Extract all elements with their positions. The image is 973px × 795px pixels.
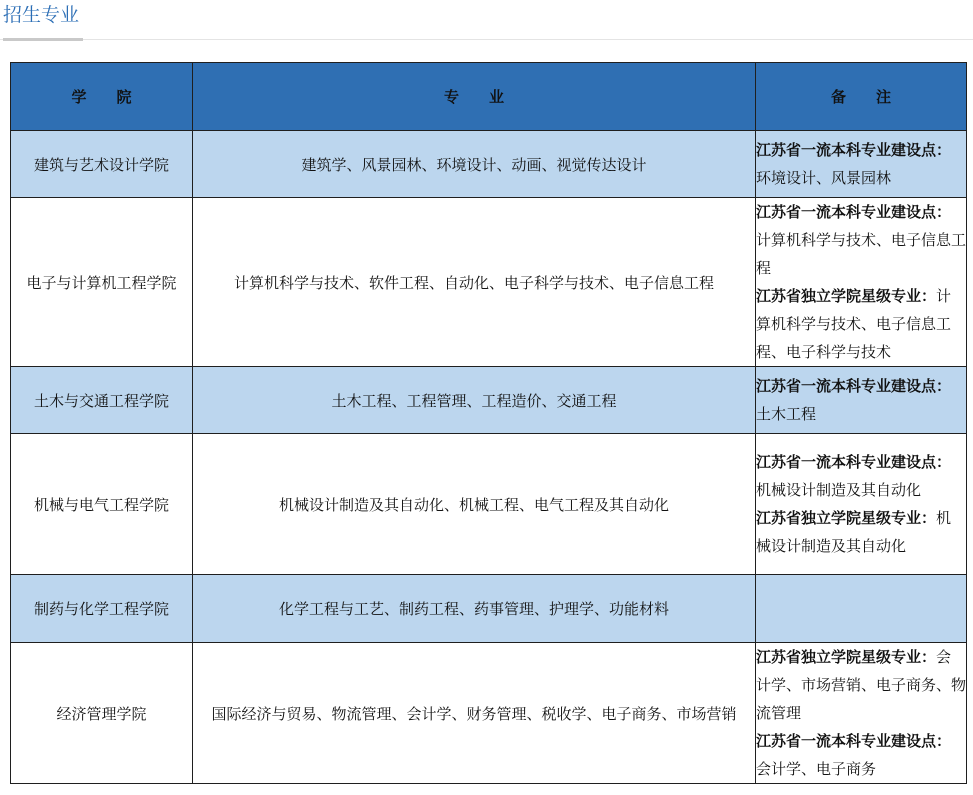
college-cell: 经济管理学院 xyxy=(11,643,193,784)
majors-table xyxy=(10,62,967,784)
college-cell: 制药与化学工程学院 xyxy=(11,575,193,643)
table-row xyxy=(11,198,967,367)
header-college: 学 院 xyxy=(11,63,193,131)
note-text: 会计学、电子商务 xyxy=(756,760,877,778)
majors-cell: 机械设计制造及其自动化、机械工程、电气工程及其自动化 xyxy=(193,434,756,575)
note-text: 机械设计制造及其自动化 xyxy=(756,481,922,499)
header-note: 备 注 xyxy=(756,63,967,131)
note-label: 江苏省一流本科专业建设点： xyxy=(756,453,952,471)
note-entry xyxy=(756,727,966,783)
majors-cell: 化学工程与工艺、制药工程、药事管理、护理学、功能材料 xyxy=(193,575,756,643)
note-text: 土木工程 xyxy=(756,405,817,423)
note-text: 计算机科学与技术、电子信息工程 xyxy=(756,231,967,277)
note-label: 江苏省独立学院星级专业： xyxy=(756,648,937,666)
table-row xyxy=(11,131,967,198)
majors-cell: 土木工程、工程管理、工程造价、交通工程 xyxy=(193,367,756,434)
college-cell: 土木与交通工程学院 xyxy=(11,367,193,434)
note-cell xyxy=(756,643,967,784)
note-label: 江苏省一流本科专业建设点： xyxy=(756,141,952,159)
table-body xyxy=(11,131,967,784)
table-row xyxy=(11,575,967,643)
note-cell xyxy=(756,131,967,198)
note-entry xyxy=(756,282,966,366)
college-cell: 机械与电气工程学院 xyxy=(11,434,193,575)
title-divider xyxy=(0,39,973,40)
majors-cell: 建筑学、风景园林、环境设计、动画、视觉传达设计 xyxy=(193,131,756,198)
header-major: 专 业 xyxy=(193,63,756,131)
table-row xyxy=(11,643,967,784)
note-cell xyxy=(756,434,967,575)
note-text: 计算机科学与技术、电子信息工程、电子科学与技术 xyxy=(756,287,952,361)
note-entry xyxy=(756,372,966,428)
table-header-row xyxy=(11,63,967,131)
majors-cell: 国际经济与贸易、物流管理、会计学、财务管理、税收学、电子商务、市场营销 xyxy=(193,643,756,784)
note-cell xyxy=(756,575,967,643)
note-text: 会计学、市场营销、电子商务、物流管理 xyxy=(756,648,967,722)
note-label: 江苏省一流本科专业建设点： xyxy=(756,203,952,221)
note-label: 江苏省独立学院星级专业： xyxy=(756,287,937,305)
note-entry xyxy=(756,198,966,282)
note-label: 江苏省独立学院星级专业： xyxy=(756,509,937,527)
page-title: 招生专业 xyxy=(3,4,80,26)
note-entry xyxy=(756,504,966,560)
table-row xyxy=(11,367,967,434)
table-row xyxy=(11,434,967,575)
note-label: 江苏省一流本科专业建设点： xyxy=(756,732,952,750)
college-cell: 电子与计算机工程学院 xyxy=(11,198,193,367)
note-label: 江苏省一流本科专业建设点： xyxy=(756,377,952,395)
note-entry xyxy=(756,643,966,727)
note-text: 机械设计制造及其自动化 xyxy=(756,509,952,555)
note-entry xyxy=(756,136,966,192)
note-cell xyxy=(756,198,967,367)
note-text: 环境设计、风景园林 xyxy=(756,169,892,187)
college-cell: 建筑与艺术设计学院 xyxy=(11,131,193,198)
note-cell xyxy=(756,367,967,434)
title-accent-bar xyxy=(3,38,83,41)
note-entry xyxy=(756,448,966,504)
majors-cell: 计算机科学与技术、软件工程、自动化、电子科学与技术、电子信息工程 xyxy=(193,198,756,367)
